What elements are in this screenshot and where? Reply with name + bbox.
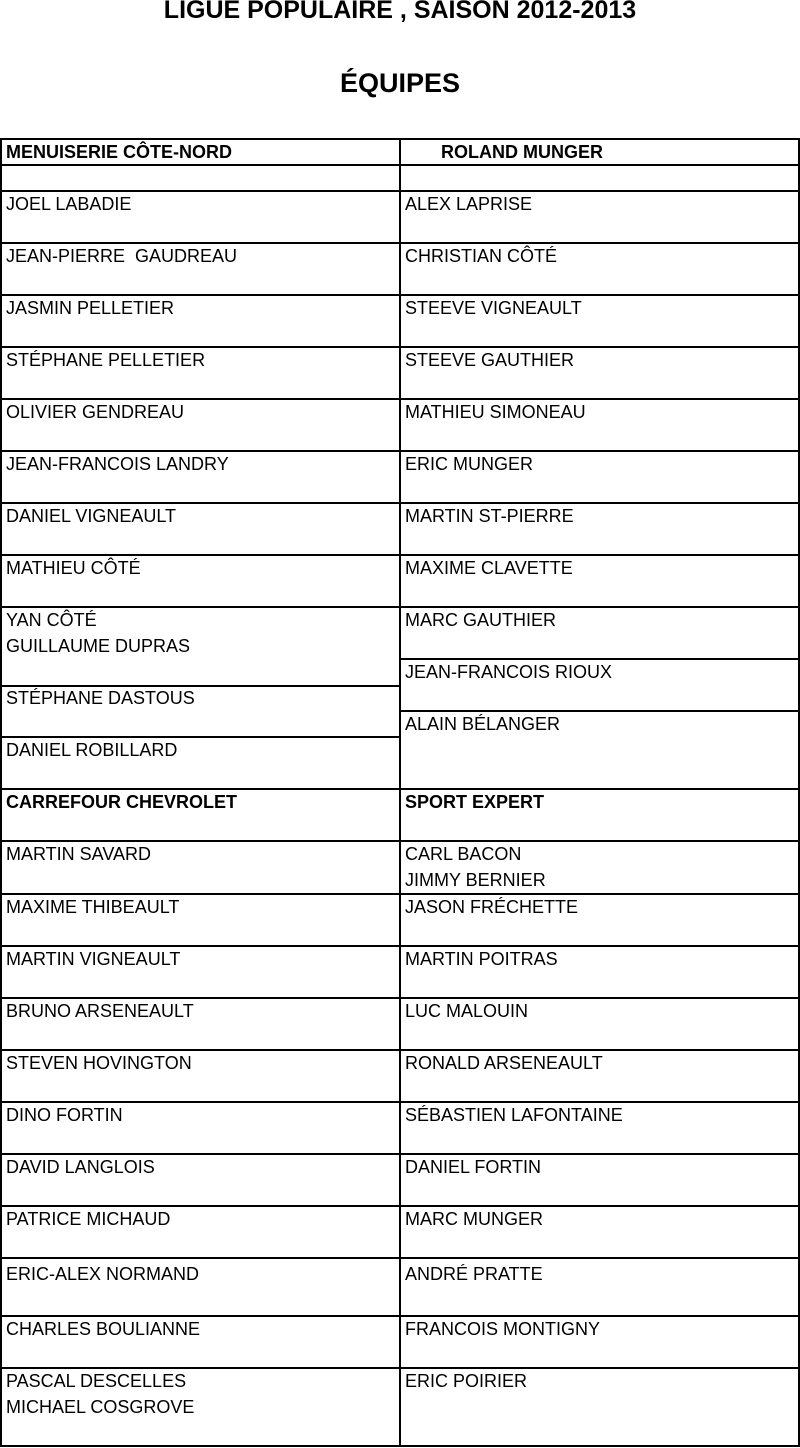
table-border-bottom (0, 1445, 800, 1447)
table-divider-center (399, 138, 401, 1447)
team-name-roland: ROLAND MUNGER (441, 142, 603, 162)
player-name: ERIC-ALEX NORMAND (6, 1264, 200, 1284)
player-name: OLIVIER GENDREAU (6, 402, 185, 422)
player-name: SÉBASTIEN LAFONTAINE (405, 1105, 623, 1125)
team-name-menuiserie: MENUISERIE CÔTE-NORD (6, 142, 233, 162)
team-name-sport: SPORT EXPERT (405, 792, 545, 812)
player-name: STÉPHANE DASTOUS (6, 688, 195, 708)
player-name: CHARLES BOULIANNE (6, 1319, 201, 1339)
player-name: ANDRÉ PRATTE (405, 1264, 543, 1284)
player-name: MATHIEU CÔTÉ (6, 558, 141, 578)
player-name: MAXIME THIBEAULT (6, 897, 180, 917)
player-name: DANIEL VIGNEAULT (6, 506, 177, 526)
player-name: ERIC POIRIER (405, 1371, 528, 1391)
player-name: ERIC MUNGER (405, 454, 534, 474)
player-name: JEAN-FRANCOIS RIOUX (405, 662, 613, 682)
page-subtitle: ÉQUIPES (339, 68, 461, 98)
player-name: DANIEL ROBILLARD (6, 740, 178, 760)
player-name: STEVEN HOVINGTON (6, 1053, 192, 1073)
table-border-left (0, 138, 2, 1447)
player-name: STEEVE GAUTHIER (405, 350, 575, 370)
row-divider (0, 1257, 800, 1259)
player-name: STEEVE VIGNEAULT (405, 298, 582, 318)
player-name: MATHIEU SIMONEAU (405, 402, 586, 422)
row-divider (0, 606, 800, 608)
player-name: STÉPHANE PELLETIER (6, 350, 206, 370)
player-name: RONALD ARSENEAULT (405, 1053, 603, 1073)
player-name: JIMMY BERNIER (405, 870, 546, 890)
player-name: MARC GAUTHIER (405, 610, 557, 630)
player-name: PATRICE MICHAUD (6, 1209, 171, 1229)
player-name: MAXIME CLAVETTE (405, 558, 573, 578)
player-name: ALAIN BÉLANGER (405, 714, 561, 734)
player-name: JEAN-PIERRE GAUDREAU (6, 246, 238, 266)
player-name: BRUNO ARSENEAULT (6, 1001, 194, 1021)
team-name-carrefour: CARREFOUR CHEVROLET (6, 792, 238, 812)
player-name: MARTIN VIGNEAULT (6, 949, 181, 969)
player-name: JASON FRÉCHETTE (405, 897, 579, 917)
player-name: MARTIN POITRAS (405, 949, 558, 969)
player-name: MARC MUNGER (405, 1209, 543, 1229)
player-name: LUC MALOUIN (405, 1001, 529, 1021)
player-name: CHRISTIAN CÔTÉ (405, 246, 558, 266)
player-name: MICHAEL COSGROVE (6, 1397, 195, 1417)
player-name: ALEX LAPRISE (405, 194, 533, 214)
player-name: MARTIN ST-PIERRE (405, 506, 574, 526)
player-name: GUILLAUME DUPRAS (6, 636, 191, 656)
player-name: DINO FORTIN (6, 1105, 123, 1125)
player-name: DAVID LANGLOIS (6, 1157, 155, 1177)
player-name: JOEL LABADIE (6, 194, 132, 214)
player-name: JEAN-FRANCOIS LANDRY (6, 454, 229, 474)
player-name: CARL BACON (405, 844, 522, 864)
player-name: MARTIN SAVARD (6, 844, 152, 864)
page-title: LIGUE POPULAIRE , SAISON 2012-2013 (163, 0, 637, 24)
player-name: DANIEL FORTIN (405, 1157, 542, 1177)
player-name: FRANCOIS MONTIGNY (405, 1319, 601, 1339)
player-name: YAN CÔTÉ (6, 610, 97, 630)
player-name: JASMIN PELLETIER (6, 298, 175, 318)
player-name: PASCAL DESCELLES (6, 1371, 187, 1391)
